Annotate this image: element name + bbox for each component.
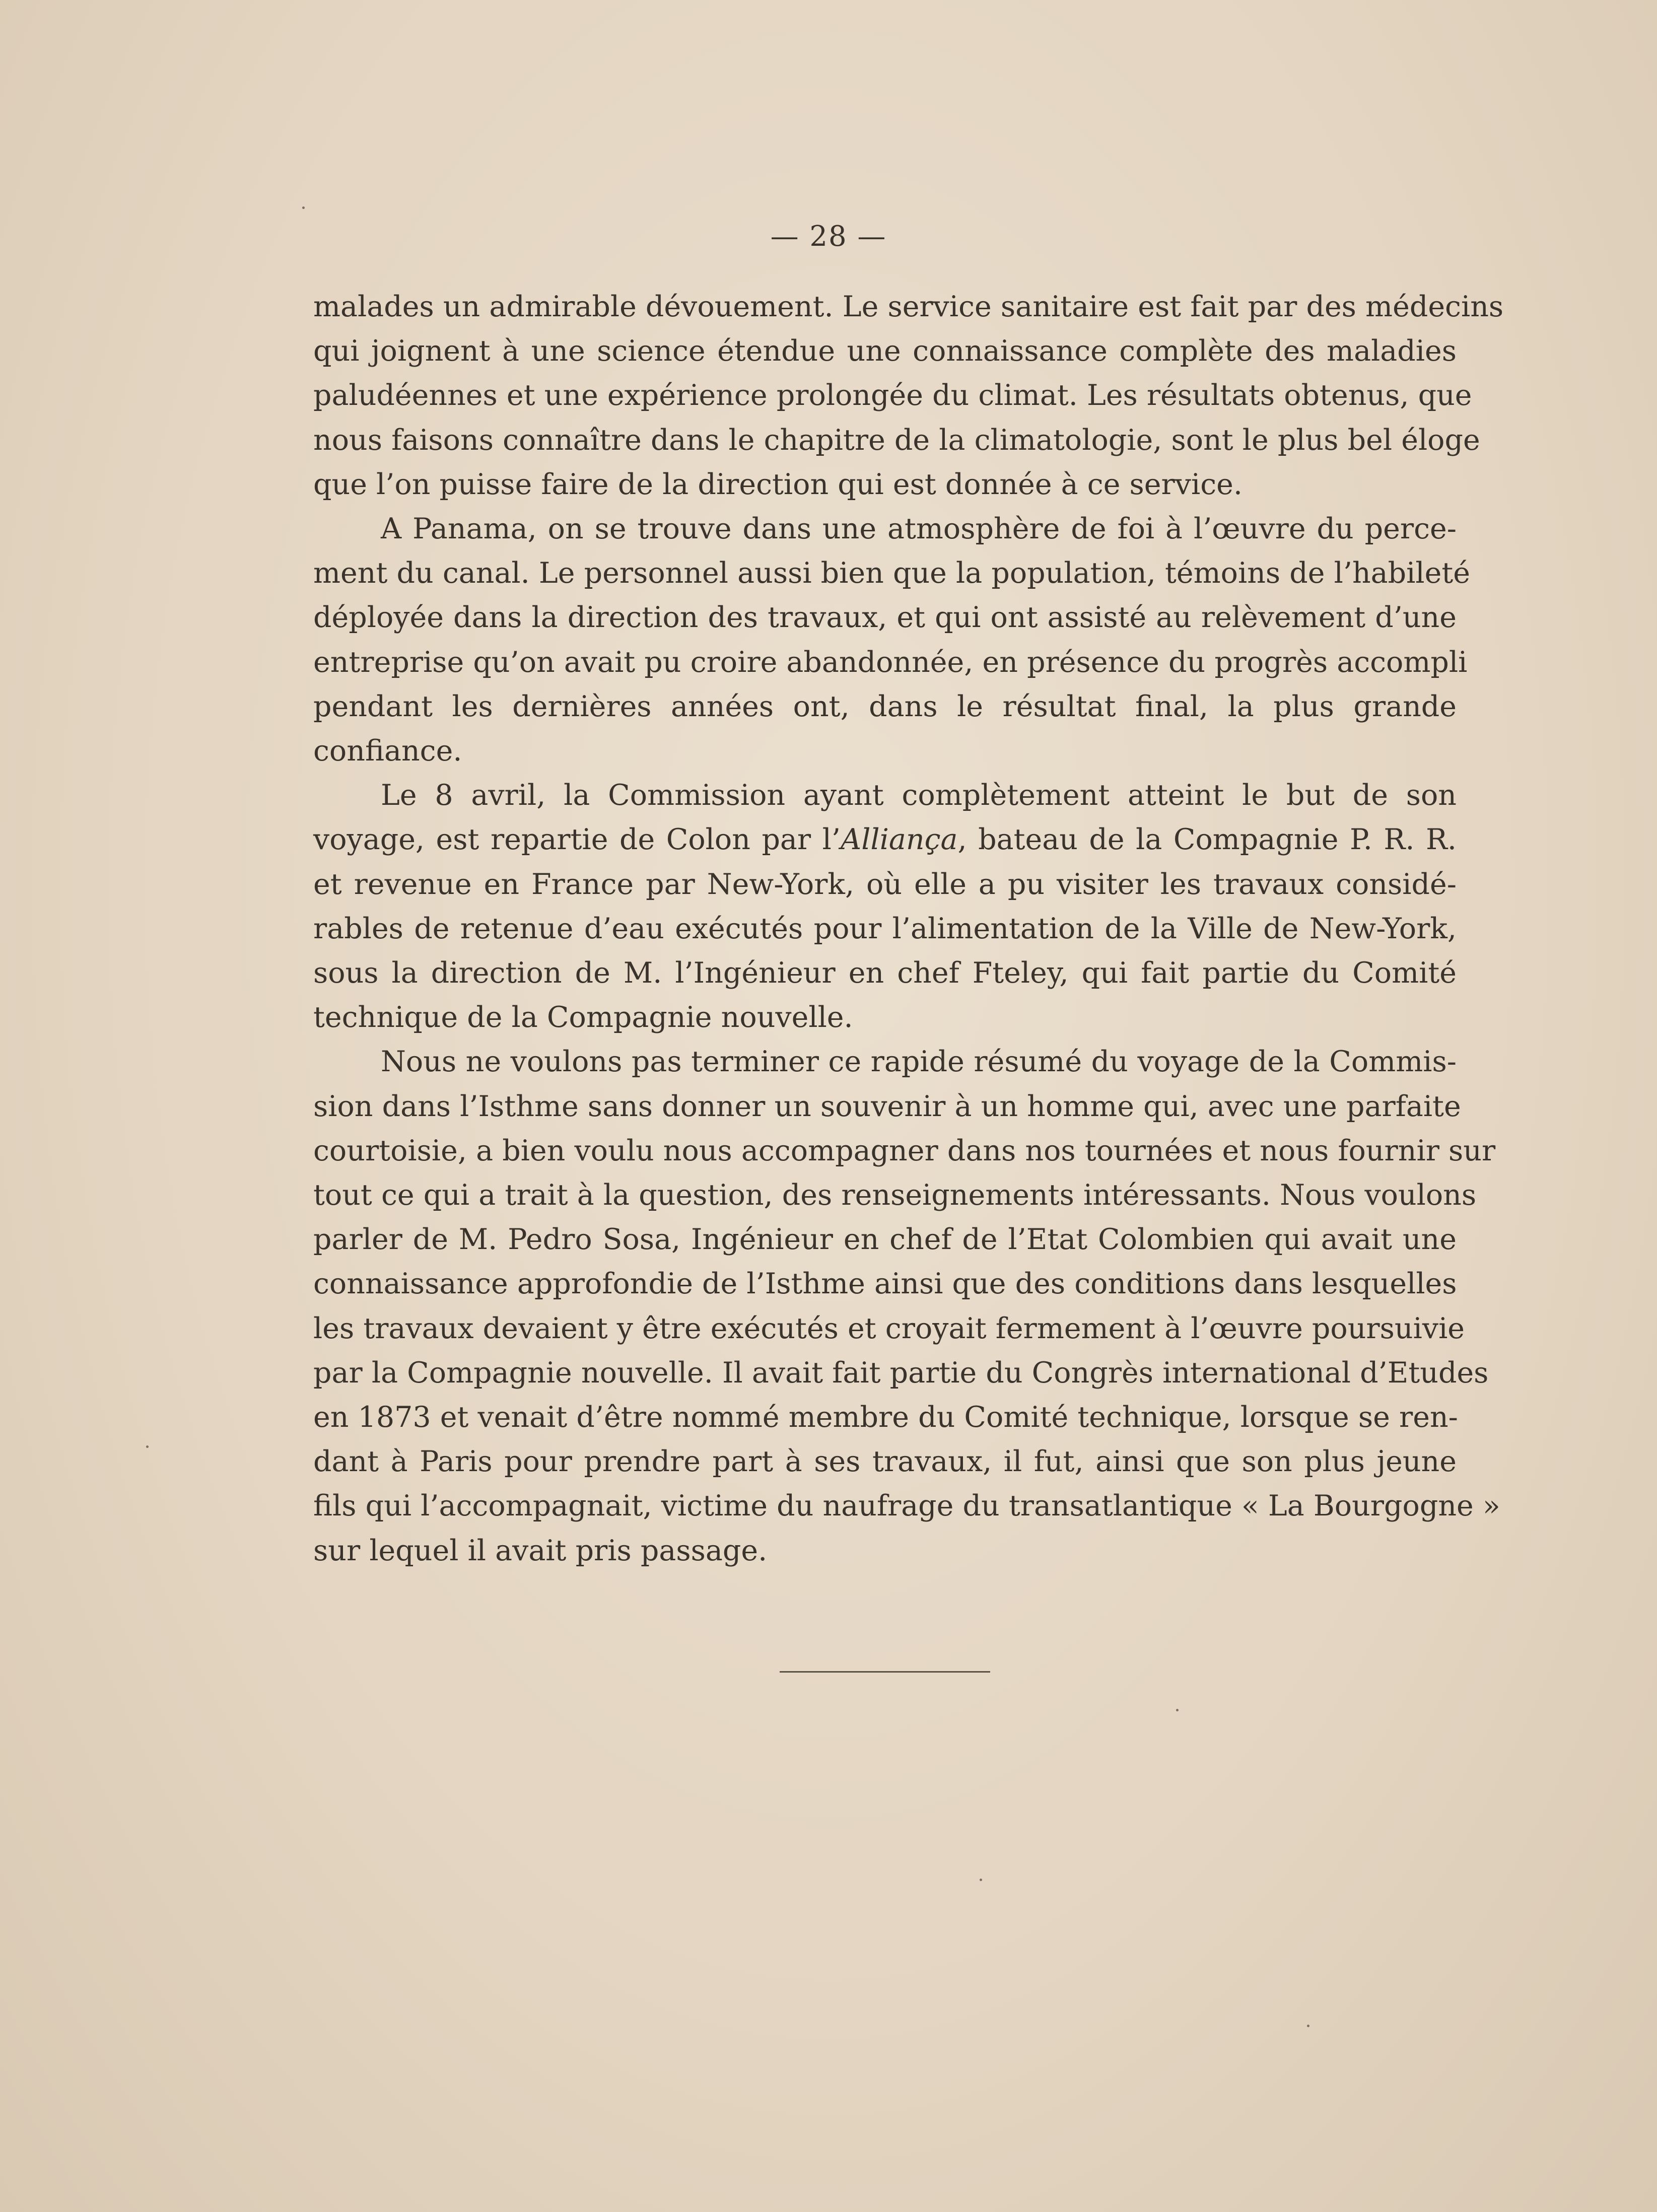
text-line: parler de M. Pedro Sosa, Ingénieur en chef de l’Etat Colombien qui avait une bbox=[313, 1223, 1457, 1257]
paper-speck bbox=[302, 206, 305, 209]
text-line: sion dans l’Isthme sans donner un souvenir à un homme qui, avec une parfaite bbox=[313, 1089, 1461, 1123]
text-fragment: , bateau de la Compagnie P. R. R. bbox=[957, 823, 1457, 857]
paragraph-pedro-sosa bbox=[313, 1040, 1500, 1572]
ship-name: Alliança bbox=[841, 823, 958, 857]
text-line: en 1873 et venait d’être nommé membre du Comité technique, lorsque se ren- bbox=[313, 1401, 1458, 1434]
text-line: nous faisons connaître dans le chapitre de la climatologie, sont le plus bel éloge bbox=[313, 423, 1480, 457]
paper-speck bbox=[1307, 2025, 1309, 2027]
page-number: — 28 — bbox=[770, 220, 887, 253]
text-line: Nous ne voulons pas terminer ce rapide résumé du voyage de la Commis- bbox=[381, 1045, 1457, 1079]
text-line: tout ce qui a trait à la question, des renseignements intéressants. Nous voulons bbox=[313, 1179, 1477, 1212]
text-line: dant à Paris pour prendre part à ses travaux, il fut, ainsi que son plus jeune bbox=[313, 1445, 1457, 1479]
text-line: courtoisie, a bien voulu nous accompagner dans nos tournées et nous fournir sur bbox=[313, 1134, 1496, 1167]
text-line: que l’on puisse faire de la direction qui est donnée à ce service. bbox=[313, 467, 1242, 501]
text-line: fils qui l’accompagnait, victime du naufrage du transatlantique « La Bourgogne » bbox=[313, 1489, 1500, 1523]
paragraph-sanitary-service bbox=[313, 285, 1504, 507]
text-line: technique de la Compagnie nouvelle. bbox=[313, 1001, 853, 1034]
text-line: sous la direction de M. l’Ingénieur en chef Fteley, qui fait partie du Comité bbox=[313, 956, 1457, 990]
text-line: entreprise qu’on avait pu croire abandonnée, en présence du progrès accompli bbox=[313, 645, 1468, 679]
text-line: paludéennes et une expérience prolongée du climat. Les résultats obtenus, que bbox=[313, 379, 1472, 412]
text-line: qui joignent à une science étendue une connaissance complète des maladies bbox=[313, 334, 1457, 368]
text-line: ment du canal. Le personnel aussi bien que la population, témoins de l’habileté bbox=[313, 557, 1470, 590]
text-line: pendant les dernières années ont, dans le résultat final, la plus grande bbox=[313, 689, 1457, 723]
text-line: par la Compagnie nouvelle. Il avait fait partie du Congrès international d’Etudes bbox=[313, 1356, 1489, 1390]
text-line: confiance. bbox=[313, 734, 462, 768]
paragraph-panama bbox=[313, 507, 1470, 773]
text-fragment: voyage, est repartie de Colon par l’ bbox=[313, 823, 841, 857]
text-line bbox=[313, 817, 1457, 862]
paper-speck bbox=[980, 1879, 982, 1881]
text-line: déployée dans la direction des travaux, et qui ont assisté au relèvement d’une bbox=[313, 601, 1457, 635]
body-text bbox=[313, 285, 1504, 1573]
text-line: les travaux devaient y être exécutés et croyait fermement à l’œuvre poursuivie bbox=[313, 1311, 1465, 1345]
end-rule bbox=[780, 1671, 990, 1673]
text-line: et revenue en France par New-York, où elle a pu visiter les travaux considé- bbox=[313, 867, 1457, 901]
text-line: connaissance approfondie de l’Isthme ainsi que des conditions dans lesquelles bbox=[313, 1267, 1457, 1301]
paper-speck bbox=[1176, 1709, 1179, 1711]
text-line: Le 8 avril, la Commission ayant complètement atteint le but de son bbox=[381, 779, 1457, 812]
paper-speck bbox=[146, 1445, 149, 1448]
text-line: A Panama, on se trouve dans une atmosphère de foi à l’œuvre du perce- bbox=[381, 512, 1457, 546]
text-line: malades un admirable dévouement. Le service sanitaire est fait par des médecins bbox=[313, 290, 1504, 323]
text-line: sur lequel il avait pris passage. bbox=[313, 1534, 768, 1567]
text-line: rables de retenue d’eau exécutés pour l’alimentation de la Ville de New-York, bbox=[313, 912, 1457, 945]
paragraph-return-voyage bbox=[313, 773, 1457, 1040]
